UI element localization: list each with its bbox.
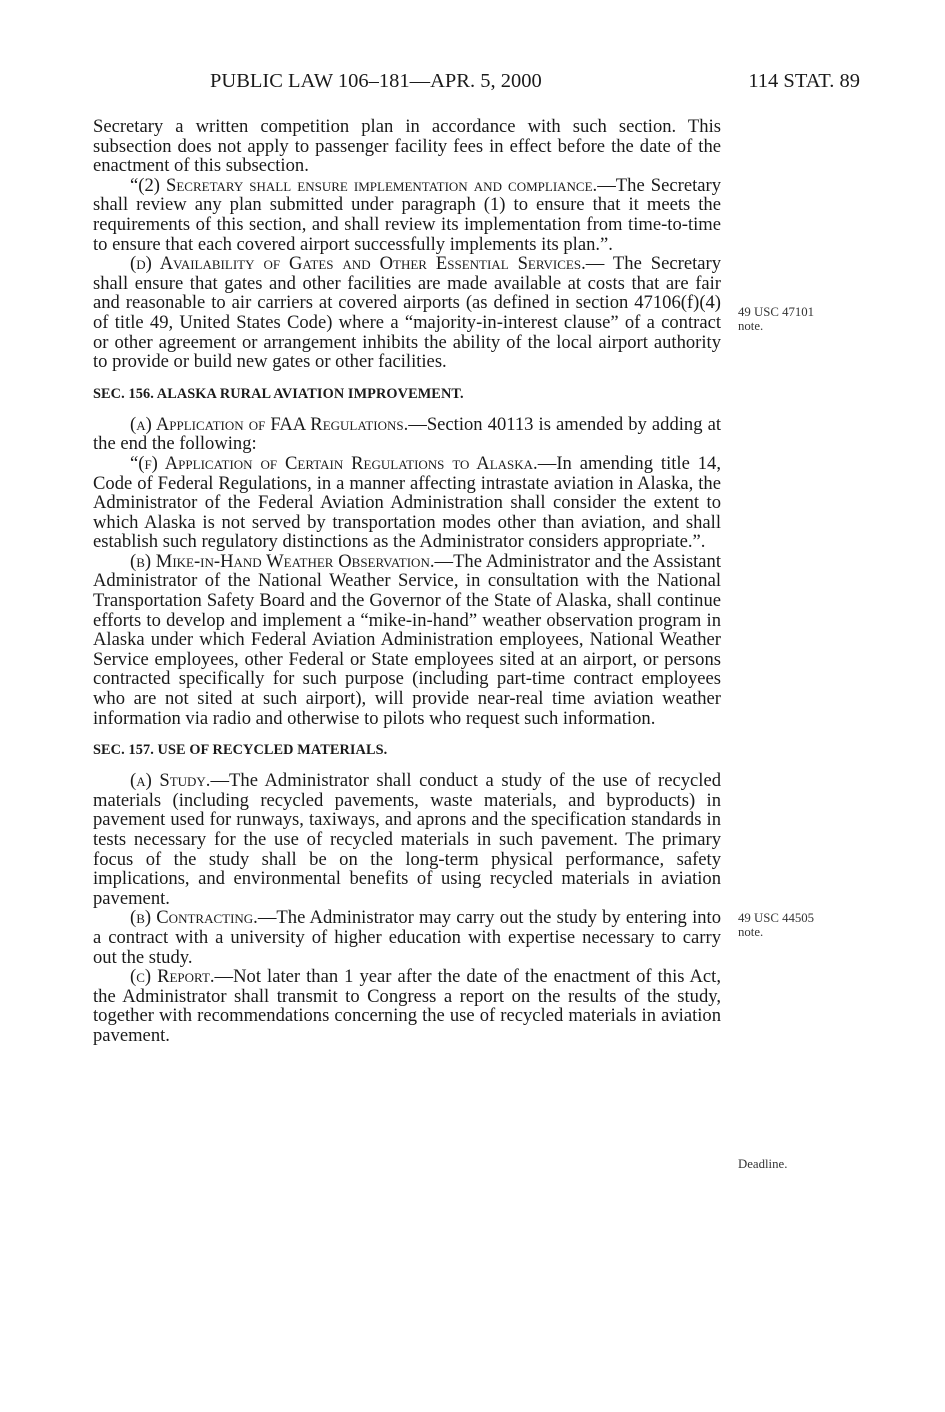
subsection-heading: “(f) Application of Certain Regulations to Alaska. <box>130 452 538 474</box>
subsection-text: —Not later than 1 year after the date of the enactment of this Act, the Administrator shall transmit to Congress a report on the results of the study, together with recommendations concerning the use of recycled materials in aviation pavement. <box>93 966 721 1046</box>
subsection-heading: (b) Contracting. <box>130 907 258 929</box>
subsection-text: —The Administrator may carry out the study by entering into a contract with a university of higher education with expertise necessary to carry out the study. <box>93 907 721 968</box>
document-body <box>93 117 721 1046</box>
margin-note-line: 49 USC 47101 <box>738 305 815 319</box>
section-157-heading: SEC. 157. USE OF RECYCLED MATERIALS. <box>93 742 388 759</box>
running-header <box>0 70 945 100</box>
subsection-text: —Section 40113 is amended by adding at the end the following: <box>93 413 721 455</box>
paragraph-heading: “(2) Secretary shall ensure implementation and compliance. <box>130 174 598 196</box>
paragraph-2-secretary-shall-ensure <box>93 176 721 254</box>
margin-note-line: 49 USC 44505 <box>738 911 815 925</box>
margin-note-49-usc-47101 <box>738 305 814 333</box>
margin-note-line: note. <box>738 319 764 333</box>
subsection-heading: (b) Mike-in-Hand Weather Observation. <box>130 550 435 572</box>
section-156-quoted-subsection-f <box>93 454 721 552</box>
statute-page-number: 114 STAT. 89 <box>748 70 860 92</box>
public-law-title: PUBLIC LAW 106–181—APR. 5, 2000 <box>210 70 542 92</box>
subsection-heading: (d) Availability of Gates and Other Essential Services. <box>130 253 586 275</box>
subsection-heading: (a) Application of FAA Regulations. <box>130 413 409 435</box>
subsection-text: —The Administrator shall conduct a study of the use of recycled materials (including recycled pavements, waste materials, and byproducts) in pavement used for runways, taxiways, and aprons and the specification standards in tests necessary for the use of recycled materials in such pavement. The primary focus of the study shall be on the long-term physical performance, safety implications, and environmental benefits of using recycled materials in aviation pavement. <box>93 770 721 909</box>
section-157-subsection-b <box>93 908 721 967</box>
section-157-subsection-a <box>93 771 721 908</box>
subsection-heading: (a) Study. <box>130 770 211 792</box>
paragraph-text: —The Secretary shall review any plan submitted under paragraph (1) to ensure that it meets the requirements of this section, and shall review its implementation from time-to-time to ensure that each covered airport successfully implements its plan.”. <box>93 174 721 255</box>
subsection-text: — The Secretary shall ensure that gates and other facilities are made available at costs that are fair and reasonable to air carriers at covered airports (as defined in section 47106(f)(4) of title 49, United States Code) where a “majority-in-interest clause” of a contract or other agreement or arrangement inhibits the ability of the local airport authority to provide or build new gates or other facilities. <box>93 253 721 373</box>
margin-note-49-usc-44505 <box>738 911 814 939</box>
margin-note-line: note. <box>738 925 764 939</box>
subsection-d-availability-of-gates <box>93 254 721 372</box>
section-156-subsection-b <box>93 552 721 728</box>
margin-note-deadline <box>738 1157 787 1171</box>
section-156-subsection-a <box>93 415 721 454</box>
section-156-heading: SEC. 156. ALASKA RURAL AVIATION IMPROVEMENT. <box>93 385 464 402</box>
section-157-subsection-c <box>93 967 721 1045</box>
subsection-heading: (c) Report. <box>130 966 215 988</box>
margin-note-line: Deadline. <box>738 1157 788 1171</box>
subsection-text: —In amending title 14, Code of Federal Regulations, in a manner affecting intrastate aviation in Alaska, the Administrator of the Federal Aviation Administration shall consider the extent to which Alaska is not served by transportation modes other than aviation, and shall establish such regulatory distinctions as the Administrator considers appropriate.”. <box>93 452 721 553</box>
subsection-text: —The Administrator and the Assistant Administrator of the National Weather Service, in consultation with the National Transportation Safety Board and the Governor of the State of Alaska, shall continue efforts to develop and implement a “mike-in-hand” weather observation program in Alaska under which Federal Aviation Administration employees, National Weather Service employees, other Federal or State employees sited at an airport, or persons contracted specifically for such purpose (including part-time contract employees who are not sited at such airport), will provide near-real time aviation weather information via radio and otherwise to pilots who request such information. <box>93 550 721 729</box>
paragraph-continuation: Secretary a written competition plan in accordance with such section. This subsection does not apply to passenger facility fees in effect before the date of the enactment of this subsection. <box>93 116 721 177</box>
